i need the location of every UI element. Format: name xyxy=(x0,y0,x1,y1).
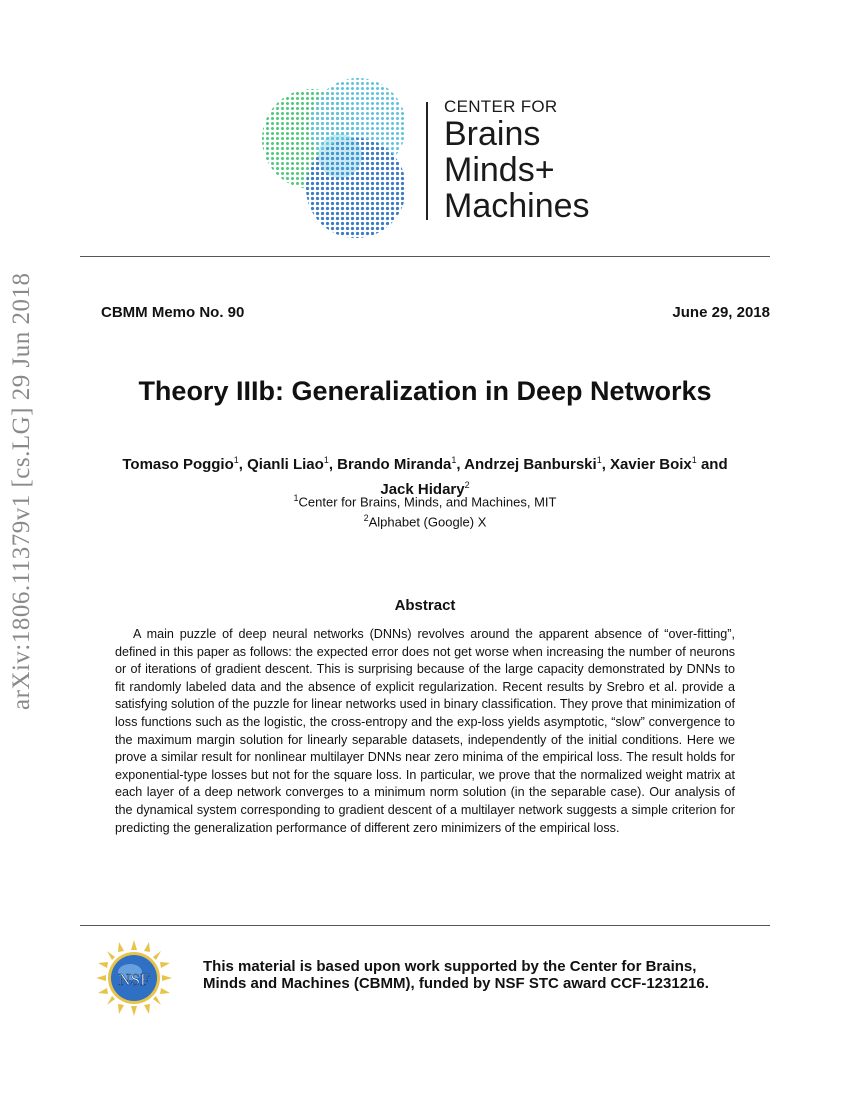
separator: , xyxy=(328,456,338,473)
separator: , xyxy=(601,456,611,473)
svg-text:NSF: NSF xyxy=(118,970,150,989)
affiliations xyxy=(80,490,770,531)
cbmm-logo xyxy=(250,76,610,246)
ack-line-2: Minds and Machines (CBMM), funded by NSF STC award CCF-1231216. xyxy=(203,975,709,992)
logo-line-center-for: CENTER FOR xyxy=(444,97,558,116)
affiliation-mark: 1 xyxy=(691,455,697,465)
affiliation-1 xyxy=(80,490,770,510)
affiliation-mark: 1 xyxy=(293,493,299,503)
affiliation-mark: 1 xyxy=(451,455,457,465)
author: Tomaso Poggio xyxy=(122,456,234,473)
logo-line-brains: Brains xyxy=(444,115,541,153)
author: Jack Hidary xyxy=(380,481,465,498)
logo-line-machines: Machines xyxy=(444,187,590,225)
abstract-body: A main puzzle of deep neural networks (DNNs) revolves around the apparent absence of “over-fitting”, defined in this paper as follows: the expected error does not get worse when increasing the number of neurons or of iterations of gradient descent. This is surprising because of the large capacity demonstrated by DNNs to fit randomly labeled data and the absence of explicit regularization. Recent results by Srebro et al. provide a satisfying solution of the puzzle for linear networks used in binary classification. They prove that minimization of loss functions such as the logistic, the cross-entropy and the exp-loss yields asymptotic, “slow” convergence to the maximum margin solution for linearly separable datasets, independently of the initial conditions. Here we prove a similar result for nonlinear multilayer DNNs near zero minima of the empirical loss. The result holds for exponential-type losses but not for the square loss. In particular, we prove that the normalized weight matrix at each layer of a deep network converges to a minimum norm solution (in the separable case). Our analysis of the dynamical system corresponding to gradient descent of a multilayer network suggests a simple criterion for predicting the generalization performance of different zero minimizers of the empirical loss. xyxy=(115,627,735,835)
author: Xavier Boix xyxy=(610,456,692,473)
author: Brando Miranda xyxy=(337,456,452,473)
affiliation-mark: 1 xyxy=(596,455,602,465)
affiliation-mark: 1 xyxy=(323,455,329,465)
abstract-heading: Abstract xyxy=(394,597,456,614)
paper-title: Theory IIIb: Generalization in Deep Networks xyxy=(138,376,712,406)
arxiv-stamp: arXiv:1806.11379v1 [cs.LG] 29 Jun 2018 xyxy=(8,272,35,710)
ack-line-1: This material is based upon work supported by the Center for Brains, xyxy=(203,958,697,975)
footer-rule xyxy=(80,925,770,926)
logo-wordmark xyxy=(444,98,590,224)
memo-number: CBMM Memo No. 90 xyxy=(101,304,245,321)
separator: and xyxy=(696,456,728,473)
logo-divider xyxy=(426,102,428,220)
logo-line-minds: Minds+ xyxy=(444,151,555,189)
separator: , xyxy=(238,456,248,473)
affiliation-mark: 2 xyxy=(464,480,470,490)
header-rule xyxy=(80,256,770,257)
affiliation-2 xyxy=(80,510,770,530)
affiliation-text: Center for Brains, Minds, and Machines, MIT xyxy=(298,494,557,510)
author: Andrzej Banburski xyxy=(464,456,597,473)
affiliation-mark: 1 xyxy=(233,455,239,465)
cbmm-circles-icon xyxy=(250,76,420,246)
affiliation-mark: 2 xyxy=(363,513,369,524)
affiliation-text: Alphabet (Google) X xyxy=(368,514,487,530)
author: Qianli Liao xyxy=(247,456,324,473)
memo-date: June 29, 2018 xyxy=(672,304,770,321)
acknowledgement xyxy=(203,958,709,992)
separator: , xyxy=(456,456,465,473)
nsf-logo-icon xyxy=(94,938,174,1018)
